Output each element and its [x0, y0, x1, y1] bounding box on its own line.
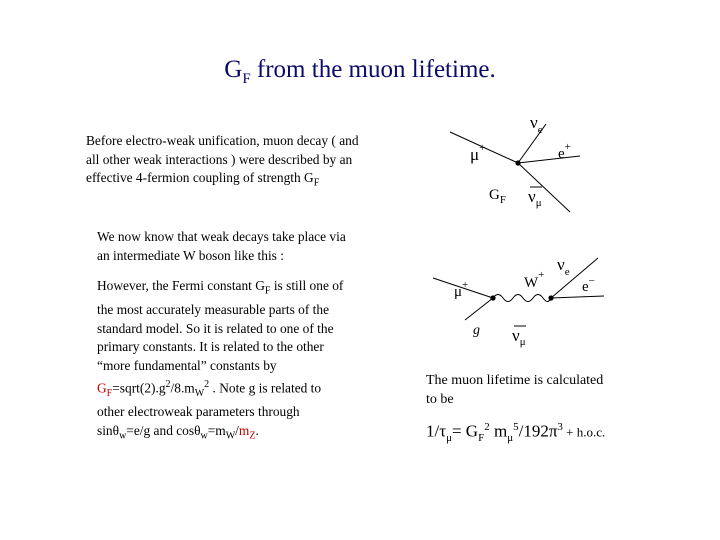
- numu-label: $\nu_\mu$: [528, 187, 542, 209]
- w-label: W+: [524, 269, 545, 291]
- muon-label: μ+: [470, 142, 486, 164]
- electron-label: e−: [582, 275, 595, 295]
- positron-label: e+: [558, 141, 571, 162]
- positron-line: [518, 156, 580, 163]
- lifetime-formula: $1/\tau_\mu= G_F^2$ $m_\mu^5/192\pi^3 + h.o.c$.: [426, 421, 606, 445]
- intro-paragraph: Before electro-weak unification, muon decay ( and all other weak interactions ) were described by an effective 4-fermion coupling of strength $G_F$: [86, 133, 359, 189]
- nue-label: $\nu_e$: [530, 113, 543, 136]
- fermi-contact-diagram: [450, 113, 580, 212]
- numu-line: [518, 163, 570, 212]
- electron-line: [551, 296, 604, 298]
- vertex-dot: [515, 160, 520, 165]
- nue-label-2: $\nu_e$: [557, 255, 570, 278]
- gf-label: $G_F$: [489, 187, 506, 206]
- intermediate-boson-paragraph: We now know that weak decays take place via an intermediate W boson like this :: [97, 229, 346, 263]
- lifetime-paragraph: The muon lifetime is calculated to be: [426, 373, 604, 407]
- w-exchange-diagram: [433, 255, 604, 348]
- vertex-dot-left: [490, 295, 495, 300]
- numu-label-2: $\nu_\mu$: [512, 326, 526, 348]
- page-title: $G_F$ from the muon lifetime.: [224, 56, 496, 87]
- g-coupling-label: g: [473, 323, 480, 338]
- muon-label-2: μ+: [454, 279, 469, 300]
- w-boson-line: [493, 295, 551, 302]
- fermi-constant-paragraph: However, the Fermi constant $G_F$ is still one of the most accurately measurable parts of the standard model. So it is related to one of the primary constants. It is related to the other “more fundamental” constants by $G_F=sqrt(2).g^2/8.m_W^2$ . Note g is related to other electroweak parameters through sinθ$_w$=e/g and $\cos\theta_w=m_W/m_Z$.: [97, 278, 344, 442]
- vertex-dot-right: [548, 295, 553, 300]
- numu-line-2: [465, 298, 493, 320]
